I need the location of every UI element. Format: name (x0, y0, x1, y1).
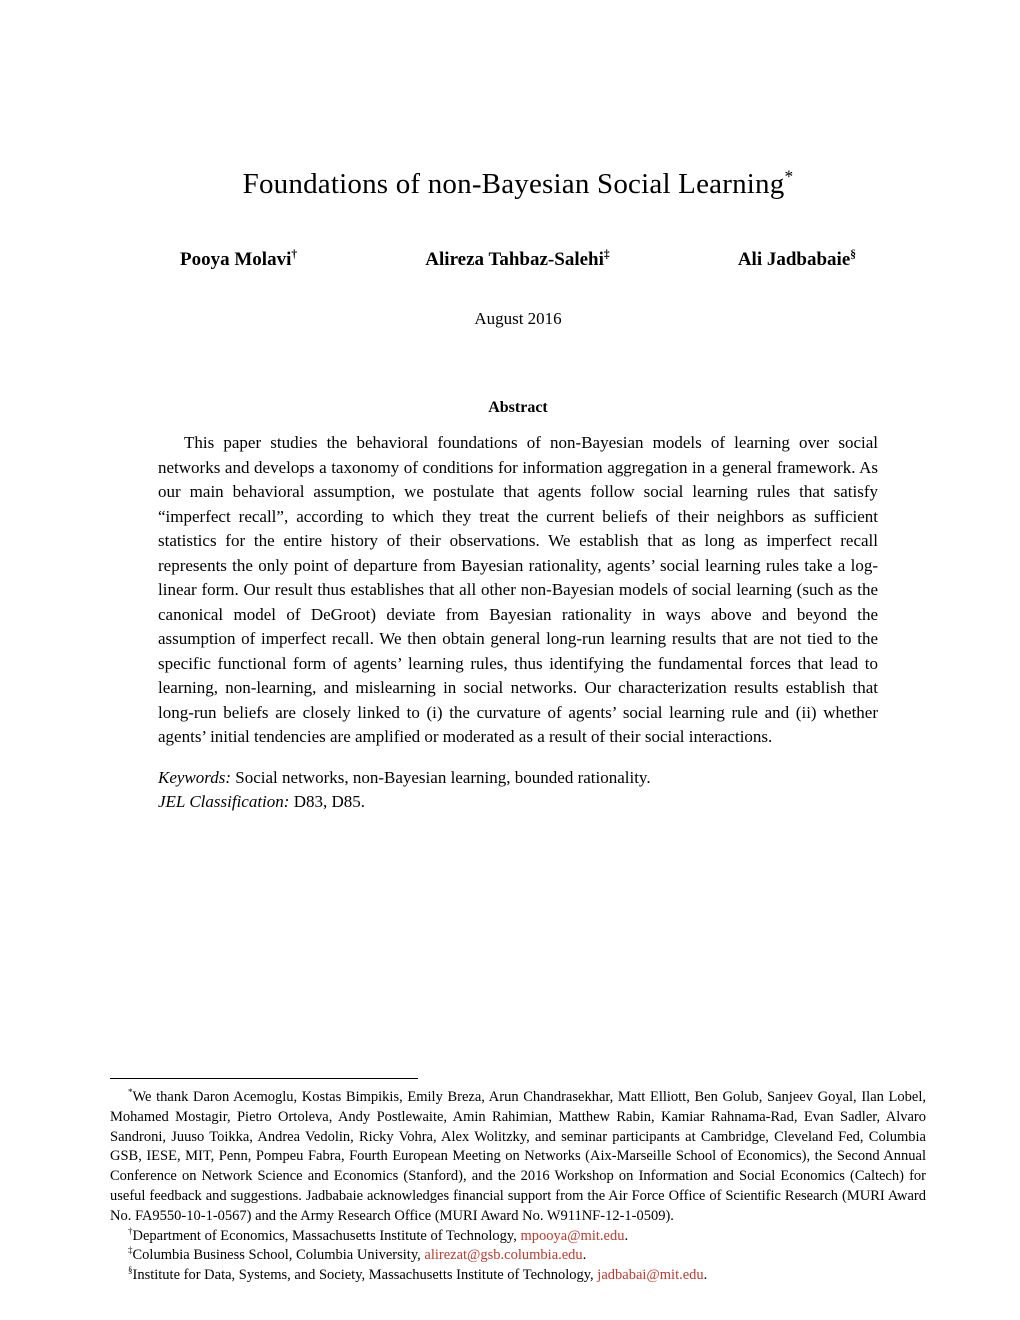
abstract-heading: Abstract (488, 399, 548, 416)
email-link-mpooya[interactable]: mpooya@mit.edu (520, 1227, 625, 1244)
footnote-text: Department of Economics, Massachusetts Institute of Technology, (132, 1227, 521, 1244)
title-footnote-mark: * (784, 166, 794, 187)
footnote-text: Columbia Business School, Columbia University, (132, 1247, 425, 1264)
paper-title (110, 168, 926, 201)
jel-line (158, 790, 878, 815)
author-footnote-mark: ‡ (603, 248, 610, 261)
footnotes-section (110, 1078, 926, 1286)
footnote-affiliation-3 (110, 1266, 926, 1286)
author-3 (738, 249, 856, 271)
footnote-thanks (110, 1088, 926, 1227)
footnote-suffix: . (582, 1247, 587, 1264)
abstract-text: This paper studies the behavioral foundations of non-Bayesian models of learning over social networks and develops a taxonomy of conditions for information aggregation in a general framework. As our main behavioral assumption, we postulate that agents follow social learning rules that satisfy “imperfect recall”, according to which they treat the current beliefs of their neighbors as sufficient statistics for the entire history of their observations. We establish that as long as imperfect recall represents the only point of departure from Bayesian rationality, agents’ social learning rules take a log-linear form. Our result thus establishes that all other non-Bayesian models of social learning (such as the canonical model of DeGroot) deviate from Bayesian rationality in ways above and beyond the assumption of imperfect recall. We then obtain general long-run learning results that are not tied to the specific functional form of agents’ learning rules, thus identifying the fundamental forces that lead to learning, non-learning, and mislearning in social networks. Our characterization results establish that long-run beliefs are closely linked to (i) the curvature of agents’ social learning rule and (ii) whether agents’ initial tendencies are amplified or moderated as a result of their social interactions. (158, 433, 878, 746)
author-row (110, 249, 926, 271)
footnote-affiliation-1 (110, 1227, 926, 1247)
author-2 (425, 249, 609, 271)
footnote-text: Institute for Data, Systems, and Society, Massachusetts Institute of Technology, (132, 1267, 598, 1284)
paper-title-text: Foundations of non-Bayesian Social Learning (242, 168, 785, 200)
footnote-suffix: . (624, 1227, 629, 1244)
footnote-mark: † (128, 1225, 133, 1236)
abstract-section (158, 399, 878, 815)
footnote-affiliation-2 (110, 1246, 926, 1266)
author-name: Alireza Tahbaz-Salehi (425, 249, 604, 270)
author-footnote-mark: § (850, 248, 856, 261)
keywords-line (158, 766, 878, 791)
paper-date: August 2016 (474, 309, 562, 328)
email-link-jadbabai[interactable]: jadbabai@mit.edu (597, 1267, 704, 1284)
footnote-rule (110, 1078, 418, 1079)
jel-label: JEL Classification: (158, 792, 290, 811)
footnote-mark: * (128, 1087, 133, 1098)
author-name: Pooya Molavi (180, 249, 292, 270)
author-1 (180, 249, 297, 271)
keywords-text: Social networks, non-Bayesian learning, bounded rationality. (235, 767, 651, 787)
footnote-mark: § (128, 1265, 133, 1276)
author-name: Ali Jadbabaie (737, 249, 851, 270)
footnote-mark: ‡ (128, 1245, 133, 1256)
footnote-suffix: . (703, 1267, 708, 1284)
footnote-text: We thank Daron Acemoglu, Kostas Bimpikis, Emily Breza, Arun Chandrasekhar, Matt Elliott, Ben Golub, Sanjeev Goyal, Ilan Lobel, Mohamed Mostagir, Pietro Ortoleva, Andy Postlewaite, Amin Rahimian, Matthew Rabin, Kamiar Rahnama-Rad, Evan Sadler, Alvaro Sandroni, Juuso Toikka, Andrea Vedolin, Ricky Vohra, Alex Wolitzky, and seminar participants at Cambridge, Cleveland Fed, Columbia GSB, IESE, MIT, Penn, Pompeu Fabra, Fourth European Meeting on Networks (Aix-Marseille School of Economics), the Second Annual Conference on Network Science and Economics (Stanford), and the 2016 Workshop on Information and Social Economics (Caltech) for useful feedback and suggestions. Jadbabaie acknowledges financial support from the Air Force Office of Scientific Research (MURI Award No. FA9550-10-1-0567) and the Army Research Office (MURI Award No. W911NF-12-1-0509). (110, 1089, 926, 1224)
keywords-label: Keywords: (158, 767, 232, 787)
author-footnote-mark: † (291, 248, 298, 261)
email-link-alirezat[interactable]: alirezat@gsb.columbia.edu (424, 1247, 583, 1264)
jel-text: D83, D85. (293, 792, 366, 811)
